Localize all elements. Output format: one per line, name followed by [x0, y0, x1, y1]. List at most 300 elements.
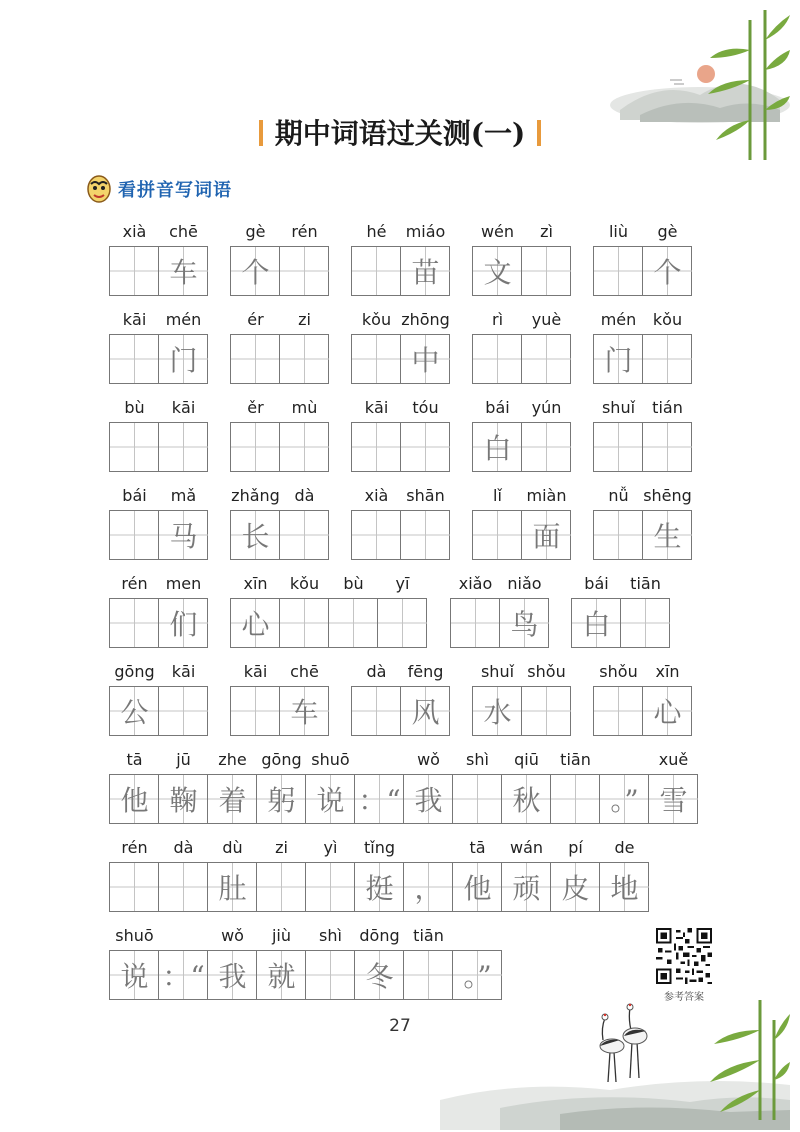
cell-divider [642, 511, 643, 559]
writing-box [351, 334, 450, 384]
writing-box [109, 246, 208, 296]
cell-divider [452, 775, 453, 823]
cell-divider [305, 951, 306, 999]
tianzige-cell[interactable] [594, 511, 643, 559]
tianzige-cell[interactable] [280, 423, 329, 471]
pinyin-label: kāi [122, 310, 147, 329]
cell-divider [521, 511, 522, 559]
cell-divider [642, 687, 643, 735]
writing-box [571, 598, 670, 648]
pinyin-label: bái [122, 486, 147, 505]
given-character: 。” [463, 960, 492, 993]
tianzige-cell[interactable] [401, 247, 450, 295]
cell-divider [550, 775, 551, 823]
tianzige-cell[interactable] [404, 863, 453, 911]
writing-box [450, 598, 549, 648]
writing-box [593, 686, 692, 736]
tianzige-cell[interactable] [551, 863, 600, 911]
cell-divider [499, 599, 500, 647]
pinyin-label: tóu [412, 398, 439, 417]
pinyin-label: mù [291, 398, 318, 417]
tianzige-cell[interactable] [594, 247, 643, 295]
pinyin-label: shuǐ [480, 662, 515, 681]
tianzige-cell[interactable] [355, 863, 404, 911]
page-number: 27 [389, 1016, 411, 1036]
pinyin-label: shì [319, 926, 342, 945]
tianzige-cell[interactable] [502, 863, 551, 911]
given-character: ：“ [162, 960, 205, 993]
tianzige-cell[interactable] [355, 775, 404, 823]
pinyin-label: tā [126, 750, 143, 769]
cell-divider [305, 863, 306, 911]
tianzige-cell[interactable] [352, 247, 401, 295]
tianzige-cell[interactable] [159, 863, 208, 911]
given-character: 躬 [267, 784, 296, 817]
pinyin-label: tā [469, 838, 486, 857]
given-character: 车 [290, 696, 319, 729]
qr-code-icon [656, 928, 712, 984]
tianzige-cell[interactable] [473, 423, 522, 471]
cell-divider [158, 599, 159, 647]
pinyin-label: tián [652, 398, 683, 417]
pinyin-label: zhōng [401, 310, 450, 329]
writing-box [593, 246, 692, 296]
writing-box [109, 598, 208, 648]
pinyin-label: rén [121, 838, 148, 857]
cell-divider [279, 423, 280, 471]
writing-box [109, 334, 208, 384]
cell-divider [521, 687, 522, 735]
tianzige-cell[interactable] [355, 951, 404, 999]
given-character: 生 [653, 520, 682, 553]
cell-divider [403, 951, 404, 999]
pinyin-label: dù [222, 838, 243, 857]
tianzige-cell[interactable] [231, 687, 280, 735]
tianzige-cell[interactable] [643, 247, 692, 295]
pinyin-label: zi [298, 310, 311, 329]
given-character: 我 [414, 784, 443, 817]
cell-divider [642, 247, 643, 295]
cell-divider [599, 863, 600, 911]
tianzige-cell[interactable] [280, 247, 329, 295]
pinyin-label: xīn [243, 574, 268, 593]
given-character: 文 [483, 256, 512, 289]
cell-divider [207, 775, 208, 823]
tianzige-cell[interactable] [110, 863, 159, 911]
given-character: 鸟 [510, 608, 539, 641]
cell-divider [279, 335, 280, 383]
pinyin-label: xīn [655, 662, 680, 681]
pinyin-label: wǒ [417, 750, 440, 769]
tianzige-cell[interactable] [522, 423, 571, 471]
given-character: 鞠 [169, 784, 198, 817]
tianzige-cell[interactable] [594, 687, 643, 735]
writing-box [109, 422, 208, 472]
cell-divider [279, 599, 280, 647]
given-character: 长 [241, 520, 270, 553]
tianzige-cell[interactable] [159, 423, 208, 471]
cell-divider [501, 775, 502, 823]
given-character: 着 [218, 784, 247, 817]
tianzige-cell[interactable] [522, 511, 571, 559]
cell-divider [400, 687, 401, 735]
cell-divider [521, 247, 522, 295]
pinyin-label: tiān [413, 926, 444, 945]
tianzige-cell[interactable] [600, 775, 649, 823]
writing-box [109, 686, 208, 736]
tianzige-cell[interactable] [306, 775, 355, 823]
cell-divider [400, 511, 401, 559]
pinyin-label: bù [124, 398, 145, 417]
given-character: 说 [316, 784, 345, 817]
given-character: 门 [169, 344, 198, 377]
tianzige-cell[interactable] [352, 423, 401, 471]
pinyin-label: gōng [261, 750, 302, 769]
writing-box [472, 510, 571, 560]
pinyin-label: shēng [643, 486, 692, 505]
pinyin-label: bù [343, 574, 364, 593]
pinyin-label: rì [491, 310, 504, 329]
writing-box [593, 510, 692, 560]
tianzige-cell[interactable] [500, 599, 549, 647]
tianzige-cell[interactable] [621, 599, 670, 647]
given-character: 苗 [411, 256, 440, 289]
cell-divider [403, 863, 404, 911]
given-character: 公 [120, 696, 149, 729]
pinyin-label: zì [540, 222, 553, 241]
given-character: 我 [218, 960, 247, 993]
given-character: 心 [241, 608, 270, 641]
pinyin-label: yī [395, 574, 410, 593]
cell-divider [158, 863, 159, 911]
pinyin-label: zhǎng [231, 486, 280, 505]
pinyin-label: chē [290, 662, 319, 681]
pinyin-label: mén [600, 310, 637, 329]
given-character: 白 [582, 608, 611, 641]
pinyin-label: jiù [271, 926, 292, 945]
tianzige-cell[interactable] [159, 775, 208, 823]
tianzige-cell[interactable] [594, 423, 643, 471]
pinyin-label: xuě [658, 750, 689, 769]
pinyin-label: hé [366, 222, 387, 241]
given-character: 顽 [512, 872, 541, 905]
pinyin-label: shuō [311, 750, 350, 769]
cell-divider [452, 863, 453, 911]
tianzige-cell[interactable] [643, 687, 692, 735]
cell-divider [400, 335, 401, 383]
given-character: 他 [463, 872, 492, 905]
cell-divider [642, 423, 643, 471]
page-title [0, 112, 800, 152]
pinyin-label: liù [608, 222, 629, 241]
tianzige-cell[interactable] [110, 775, 159, 823]
cell-divider [158, 951, 159, 999]
tianzige-cell[interactable] [306, 863, 355, 911]
title-bar-left [259, 120, 263, 146]
given-character: 雪 [659, 784, 688, 817]
pinyin-label: dōng [359, 926, 400, 945]
pinyin-label: shuō [115, 926, 154, 945]
tianzige-cell[interactable] [522, 687, 571, 735]
writing-box [230, 686, 329, 736]
pinyin-label: bái [485, 398, 510, 417]
pinyin-label: shǒu [527, 662, 566, 681]
cell-divider [599, 775, 600, 823]
tianzige-cell[interactable] [473, 511, 522, 559]
writing-box [109, 862, 649, 912]
pinyin-label: xià [122, 222, 147, 241]
given-character: 就 [267, 960, 296, 993]
tianzige-cell[interactable] [208, 775, 257, 823]
given-character: 地 [610, 872, 639, 905]
page-title-text: 期中词语过关测(一) [274, 117, 526, 150]
tianzige-cell[interactable] [159, 599, 208, 647]
tianzige-cell[interactable] [329, 599, 378, 647]
tianzige-cell[interactable] [110, 511, 159, 559]
tianzige-cell[interactable] [352, 335, 401, 383]
pinyin-label: ér [247, 310, 264, 329]
tianzige-cell[interactable] [257, 775, 306, 823]
given-character: 门 [604, 344, 633, 377]
tianzige-cell[interactable] [401, 335, 450, 383]
writing-box [472, 422, 571, 472]
tianzige-cell[interactable] [159, 687, 208, 735]
pinyin-label: shān [406, 486, 445, 505]
given-character: ， [414, 872, 443, 905]
pinyin-label: shuǐ [601, 398, 636, 417]
pinyin-label: wén [480, 222, 515, 241]
given-character: 皮 [561, 872, 590, 905]
pinyin-label: xiǎo [458, 574, 493, 593]
writing-box [593, 422, 692, 472]
pinyin-label: rén [121, 574, 148, 593]
tianzige-cell[interactable] [453, 775, 502, 823]
pinyin-label: tiān [560, 750, 591, 769]
tianzige-cell[interactable] [280, 511, 329, 559]
pinyin-label: ěr [247, 398, 264, 417]
pinyin-label: jū [176, 750, 191, 769]
given-character: 风 [411, 696, 440, 729]
tianzige-cell[interactable] [159, 247, 208, 295]
writing-box [472, 686, 571, 736]
crane-decoration [440, 990, 790, 1130]
pinyin-label: dà [173, 838, 194, 857]
tianzige-cell[interactable] [522, 335, 571, 383]
cell-divider [279, 687, 280, 735]
cell-divider [256, 775, 257, 823]
tianzige-cell[interactable] [280, 335, 329, 383]
cell-divider [279, 247, 280, 295]
cell-divider [521, 335, 522, 383]
cell-divider [403, 775, 404, 823]
cell-divider [521, 423, 522, 471]
tianzige-cell[interactable] [231, 247, 280, 295]
tianzige-cell[interactable] [473, 687, 522, 735]
pinyin-label: tiān [630, 574, 661, 593]
qr-label: 参考答案 [664, 992, 704, 1003]
tianzige-cell[interactable] [643, 335, 692, 383]
pinyin-label: xià [364, 486, 389, 505]
cell-divider [305, 775, 306, 823]
cell-divider [158, 511, 159, 559]
tianzige-cell[interactable] [110, 599, 159, 647]
tianzige-cell[interactable] [257, 863, 306, 911]
pinyin-label: gè [245, 222, 266, 241]
tianzige-cell[interactable] [231, 423, 280, 471]
pinyin-label: dà [294, 486, 315, 505]
writing-box [351, 422, 450, 472]
pinyin-label: bái [584, 574, 609, 593]
pinyin-label: kǒu [289, 574, 320, 593]
tianzige-cell[interactable] [522, 247, 571, 295]
tianzige-cell[interactable] [231, 335, 280, 383]
given-character: 他 [120, 784, 149, 817]
pinyin-label: gōng [114, 662, 155, 681]
tianzige-cell[interactable] [208, 863, 257, 911]
pinyin-label: fēng [407, 662, 444, 681]
given-character: 面 [532, 520, 561, 553]
pinyin-label: kǒu [361, 310, 392, 329]
pinyin-label: niǎo [507, 574, 542, 593]
tianzige-cell[interactable] [451, 599, 500, 647]
tianzige-cell[interactable] [649, 775, 698, 823]
tianzige-cell[interactable] [473, 247, 522, 295]
pinyin-label: rén [291, 222, 318, 241]
tianzige-cell[interactable] [306, 951, 355, 999]
pinyin-label: dà [366, 662, 387, 681]
tianzige-cell[interactable] [280, 687, 329, 735]
pinyin-label: wán [509, 838, 544, 857]
cell-divider [207, 863, 208, 911]
pinyin-label: yuè [531, 310, 562, 329]
tianzige-cell[interactable] [280, 599, 329, 647]
cell-divider [354, 863, 355, 911]
pinyin-label: kāi [243, 662, 268, 681]
pinyin-label: kāi [171, 398, 196, 417]
pinyin-label: mǎ [170, 486, 197, 505]
tianzige-cell[interactable] [159, 511, 208, 559]
writing-box [109, 774, 698, 824]
given-character: 说 [120, 960, 149, 993]
tianzige-cell[interactable] [378, 599, 427, 647]
pinyin-label: kāi [364, 398, 389, 417]
tianzige-cell[interactable] [643, 423, 692, 471]
tianzige-cell[interactable] [352, 511, 401, 559]
tianzige-cell[interactable] [110, 687, 159, 735]
tianzige-cell[interactable] [473, 335, 522, 383]
tianzige-cell[interactable] [159, 951, 208, 999]
pinyin-label: yì [323, 838, 338, 857]
tianzige-cell[interactable] [572, 599, 621, 647]
given-character: 个 [653, 256, 682, 289]
writing-box [351, 510, 450, 560]
pinyin-label: zi [275, 838, 288, 857]
tianzige-cell[interactable] [594, 335, 643, 383]
tianzige-cell[interactable] [110, 951, 159, 999]
tianzige-cell[interactable] [159, 335, 208, 383]
cell-divider [279, 511, 280, 559]
cell-divider [620, 599, 621, 647]
cell-divider [256, 951, 257, 999]
cell-divider [158, 335, 159, 383]
title-bar-right [537, 120, 541, 146]
cell-divider [550, 863, 551, 911]
writing-box [472, 334, 571, 384]
section-heading-text: 看拼音写词语 [118, 180, 232, 201]
cell-divider [400, 423, 401, 471]
cell-divider [648, 775, 649, 823]
pinyin-label: wǒ [221, 926, 244, 945]
tianzige-cell[interactable] [257, 951, 306, 999]
tianzige-cell[interactable] [401, 687, 450, 735]
pinyin-label: kǒu [652, 310, 683, 329]
pinyin-label: chē [169, 222, 198, 241]
given-character: 冬 [365, 960, 394, 993]
cell-divider [377, 599, 378, 647]
given-character: 白 [483, 432, 512, 465]
tianzige-cell[interactable] [502, 775, 551, 823]
tianzige-cell[interactable] [401, 423, 450, 471]
pinyin-label: gè [657, 222, 678, 241]
given-character: 水 [483, 696, 512, 729]
pinyin-label: yún [531, 398, 562, 417]
pinyin-label: tǐng [363, 838, 396, 857]
given-character: 挺 [365, 872, 394, 905]
tianzige-cell[interactable] [231, 599, 280, 647]
mask-icon [86, 175, 112, 203]
cell-divider [400, 247, 401, 295]
tianzige-cell[interactable] [110, 423, 159, 471]
tianzige-cell[interactable] [110, 247, 159, 295]
tianzige-cell[interactable] [551, 775, 600, 823]
pinyin-label: zhe [218, 750, 247, 769]
cell-divider [642, 335, 643, 383]
cell-divider [501, 863, 502, 911]
cell-divider [354, 951, 355, 999]
pinyin-label: kāi [171, 662, 196, 681]
writing-box [109, 510, 208, 560]
writing-box [351, 686, 450, 736]
pinyin-label: shì [466, 750, 489, 769]
cell-divider [158, 423, 159, 471]
section-heading [86, 174, 232, 204]
cell-divider [158, 247, 159, 295]
tianzige-cell[interactable] [231, 511, 280, 559]
cell-divider [256, 863, 257, 911]
pinyin-label: pí [568, 838, 583, 857]
tianzige-cell[interactable] [352, 687, 401, 735]
given-character: 个 [241, 256, 270, 289]
tianzige-cell[interactable] [453, 863, 502, 911]
tianzige-cell[interactable] [643, 511, 692, 559]
writing-box [230, 334, 329, 384]
cell-divider [158, 775, 159, 823]
given-character: 心 [653, 696, 682, 729]
given-character: 车 [169, 256, 198, 289]
pinyin-label: miáo [405, 222, 446, 241]
given-character: 肚 [218, 872, 247, 905]
tianzige-cell[interactable] [401, 511, 450, 559]
writing-box [230, 598, 427, 648]
tianzige-cell[interactable] [404, 775, 453, 823]
pinyin-label: de [614, 838, 635, 857]
pinyin-label: lǐ [493, 486, 502, 505]
cell-divider [354, 775, 355, 823]
tianzige-cell[interactable] [600, 863, 649, 911]
tianzige-cell[interactable] [110, 335, 159, 383]
given-character: 。” [610, 784, 639, 817]
tianzige-cell[interactable] [208, 951, 257, 999]
